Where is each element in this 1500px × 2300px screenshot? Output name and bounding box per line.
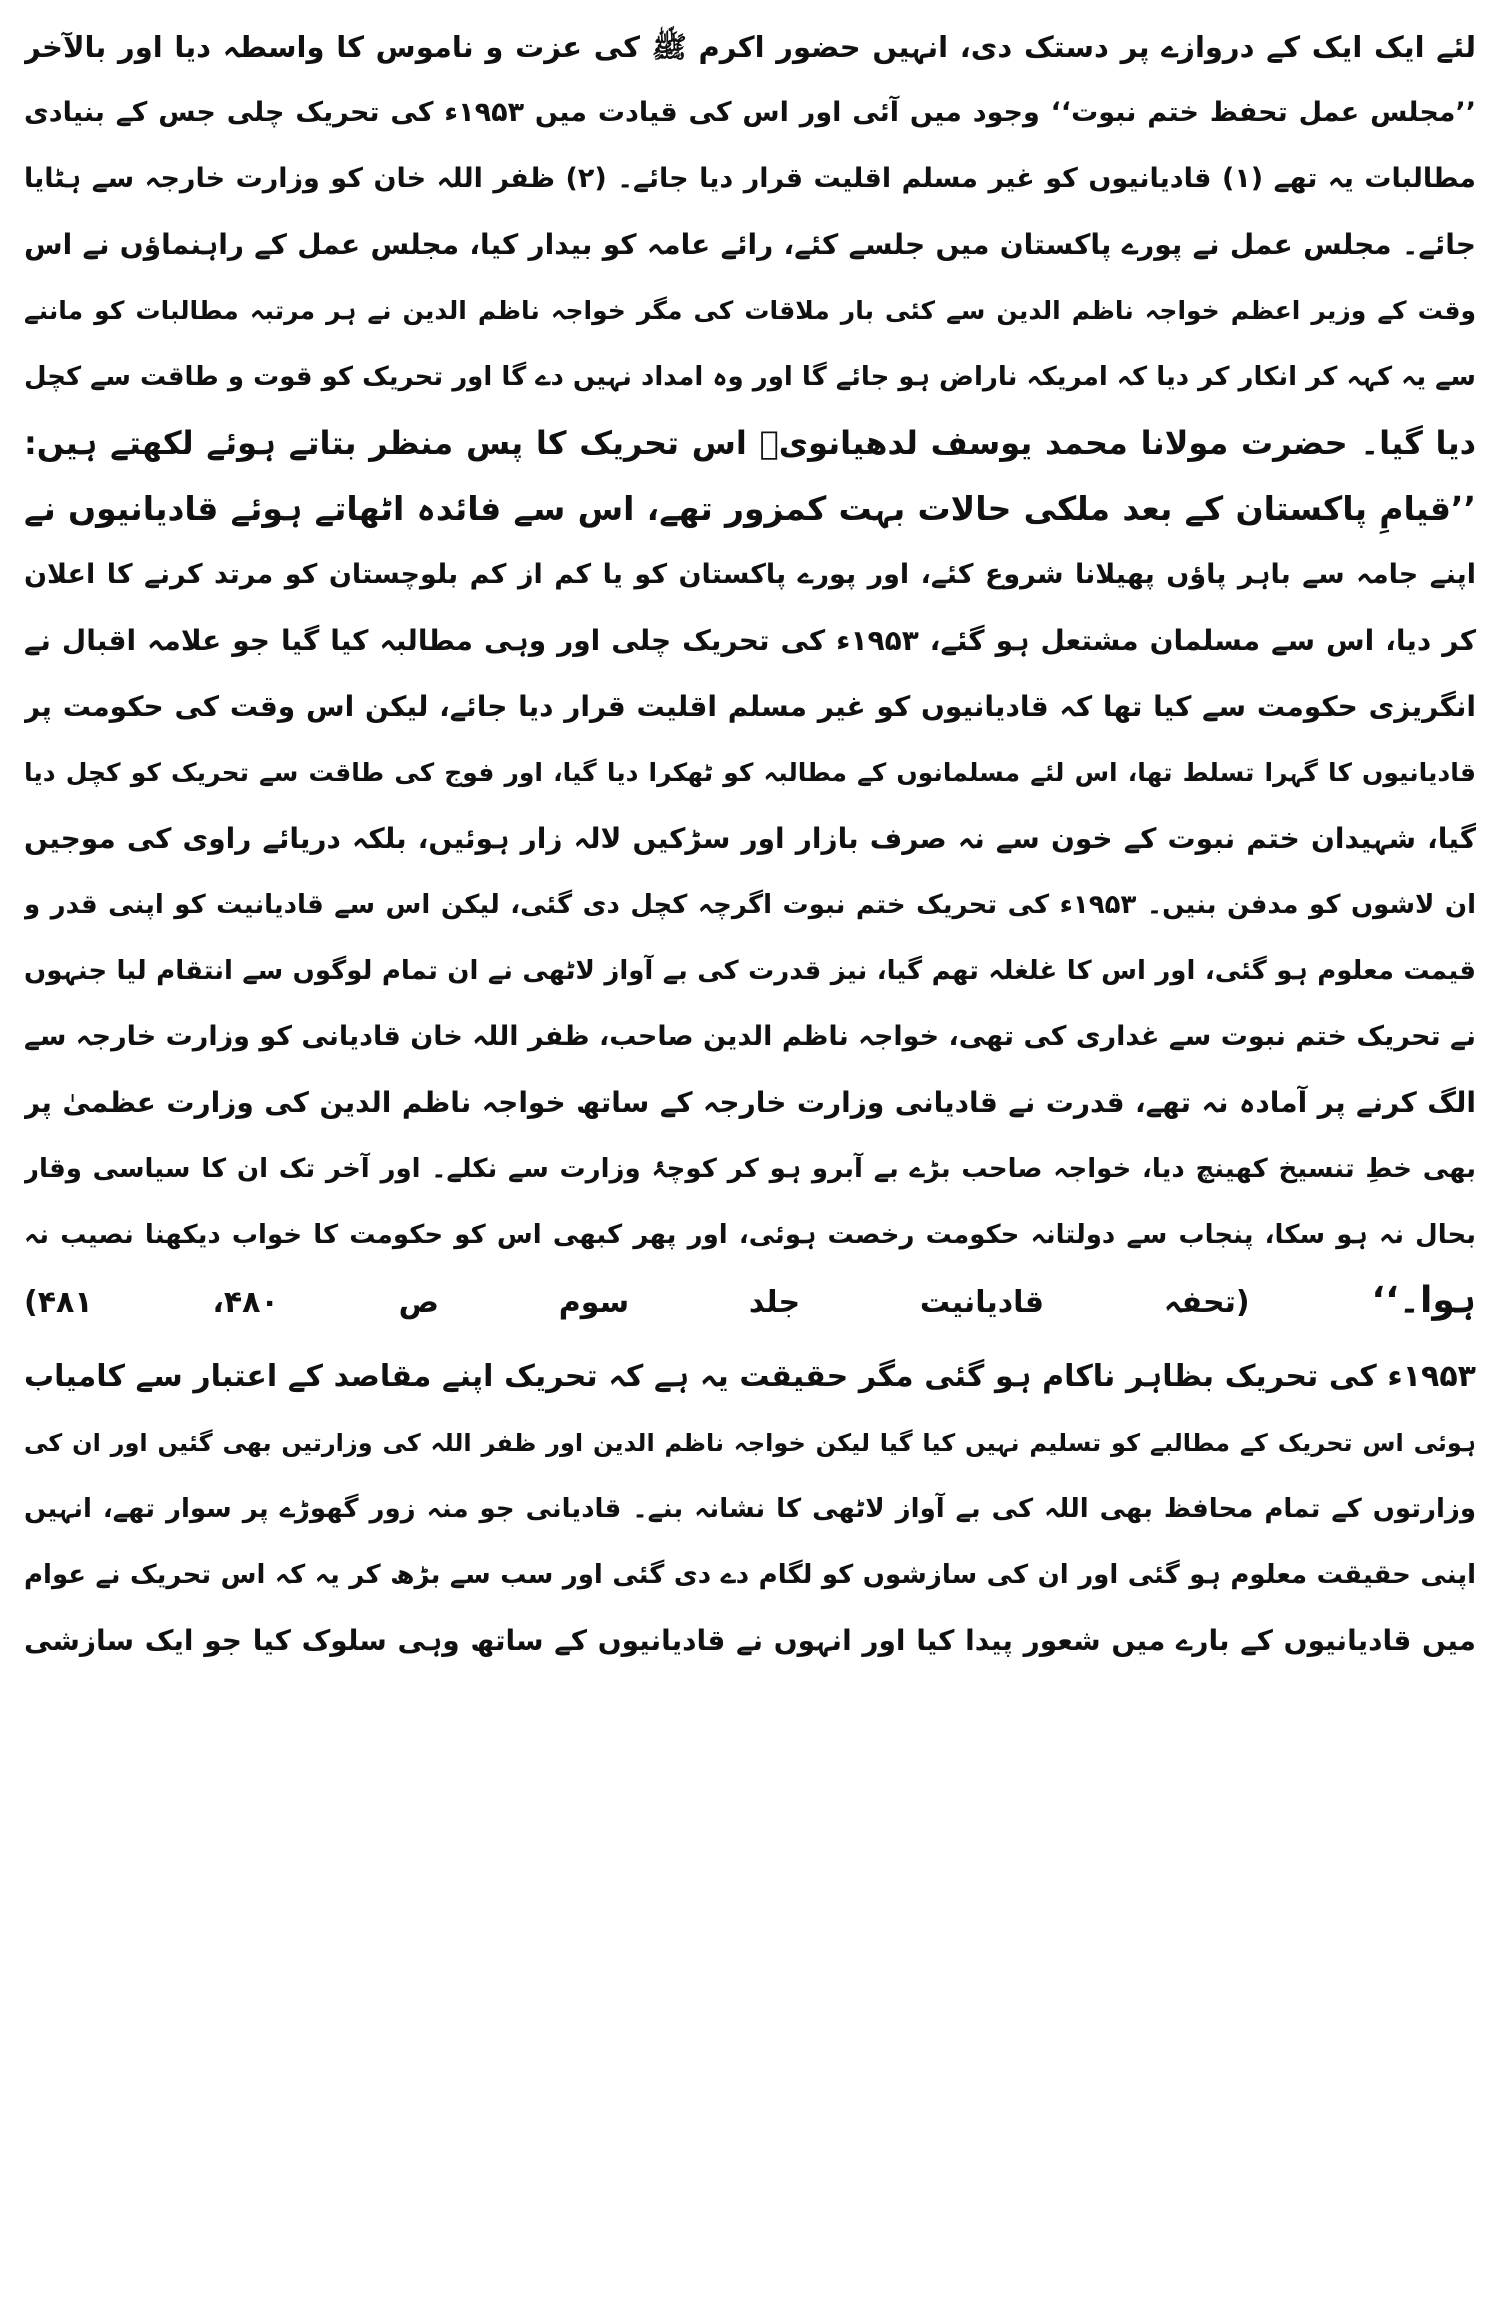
text-line: وقت کے وزیر اعظم خواجہ ناظم الدین سے کئی بار ملاقات کی مگر خواجہ ناظم الدین نے ہر مرتبہ مطالبات کو ماننے: [24, 296, 1476, 325]
quote-line: انگریزی حکومت سے کیا تھا کہ قادیانیوں کو غیر مسلم اقلیت قرار دیا جائے، لیکن اس وقت کی حکومت پر: [24, 690, 1476, 723]
quote-line: نے تحریک ختم نبوت سے غداری کی تھی، خواجہ ناظم الدین صاحب، ظفر اللہ خان قادیانی کو وزارت خارجہ سے: [24, 1021, 1476, 1052]
text-line: میں قادیانیوں کے بارے میں شعور پیدا کیا اور انہوں نے قادیانیوں کے ساتھ وہی سلوک کیا جو ایک سازشی: [24, 1624, 1476, 1657]
text-line: سے یہ کہہ کر انکار کر دیا کہ امریکہ ناراض ہو جائے گا اور وہ امداد نہیں دے گا اور تحریک کو قوت و طاقت سے کچل: [24, 362, 1476, 392]
quote-line: ’’قیامِ پاکستان کے بعد ملکی حالات بہت کمزور تھے، اس سے فائدہ اٹھاتے ہوئے قادیانیوں نے: [24, 489, 1476, 528]
quote-line: بھی خطِ تنسیخ کھینچ دیا، خواجہ صاحب بڑے بے آبرو ہو کر کوچۂ وزارت سے نکلے۔ اور آخر تک ان کا سیاسی وقار: [24, 1154, 1476, 1184]
text-line: مطالبات یہ تھے (۱) قادیانیوں کو غیر مسلم اقلیت قرار دیا جائے۔ (۲) ظفر اللہ خان کو وزارت خارجہ سے ہٹایا: [24, 163, 1476, 194]
quote-line: قیمت معلوم ہو گئی، اور اس کا غلغلہ تھم گیا، نیز قدرت کی بے آواز لاٹھی نے ان تمام لوگوں سے انتقام لیا جنہوں: [24, 956, 1476, 986]
quote-end-text: ہوا۔‘‘: [1371, 1280, 1476, 1321]
quote-line: قادیانیوں کا گہرا تسلط تھا، اس لئے مسلمانوں کے مطالبہ کو ٹھکرا دیا گیا، اور فوج کی طاقت سے تحریک کو کچل دیا: [24, 758, 1476, 787]
document-page: [24, 14, 1476, 2286]
quote-end-line: [24, 1268, 1476, 1334]
paragraph-gap: [24, 1334, 1476, 1344]
quote-line: ان لاشوں کو مدفن بنیں۔ ۱۹۵۳ء کی تحریک ختم نبوت اگرچہ کچل دی گئی، لیکن اس سے قادیانیت کو اپنی قدر و: [24, 890, 1476, 920]
text-line: وزارتوں کے تمام محافظ بھی اللہ کی بے آواز لاٹھی کا نشانہ بنے۔ قادیانی جو منہ زور گھوڑے پر سوار تھے، انہیں: [24, 1494, 1476, 1524]
quote-line: بحال نہ ہو سکا، پنجاب سے دولتانہ حکومت رخصت ہوئی، اور پھر کبھی اس کو حکومت کا خواب دیکھنا نصیب نہ: [24, 1220, 1476, 1250]
quote-line: گیا، شہیدان ختم نبوت کے خون سے نہ صرف بازار اور سڑکیں لالہ زار ہوئیں، بلکہ دریائے راوی کی موجیں: [24, 822, 1476, 855]
text-line: ’’مجلس عمل تحفظ ختم نبوت‘‘ وجود میں آئی اور اس کی قیادت میں ۱۹۵۳ء کی تحریک چلی جس کے بنیادی: [24, 97, 1476, 128]
text-line: اپنی حقیقت معلوم ہو گئی اور ان کی سازشوں کو لگام دے دی گئی اور سب سے بڑھ کر یہ کہ اس تحریک نے عوام: [24, 1560, 1476, 1590]
text-line: لئے ایک ایک کے دروازے پر دستک دی، انہیں حضور اکرم ﷺ کی عزت و ناموس کا واسطہ دیا اور بالآخر: [24, 30, 1476, 64]
quote-line: کر دیا، اس سے مسلمان مشتعل ہو گئے، ۱۹۵۳ء کی تحریک چلی اور وہی مطالبہ کیا گیا جو علامہ اقبال نے: [24, 624, 1476, 657]
text-line: ہوئی اس تحریک کے مطالبے کو تسلیم نہیں کیا گیا لیکن خواجہ ناظم الدین اور ظفر اللہ کی وزارتیں بھی گئیں اور ان کی: [24, 1429, 1476, 1457]
text-line: ۱۹۵۳ء کی تحریک بظاہر ناکام ہو گئی مگر حقیقت یہ ہے کہ تحریک اپنے مقاصد کے اعتبار سے کامیاب: [24, 1359, 1476, 1394]
text-line: جائے۔ مجلس عمل نے پورے پاکستان میں جلسے کئے، رائے عامہ کو بیدار کیا، مجلس عمل کے راہنماؤں نے اس: [24, 228, 1476, 261]
quote-line: الگ کرنے پر آمادہ نہ تھے، قدرت نے قادیانی وزارت خارجہ کے ساتھ خواجہ ناظم الدین کی وزارت عظمیٰ پر: [24, 1086, 1476, 1119]
text-line: دیا گیا۔ حضرت مولانا محمد یوسف لدھیانویؒ اس تحریک کا پس منظر بتاتے ہوئے لکھتے ہیں:: [24, 424, 1476, 462]
quote-line: اپنے جامہ سے باہر پاؤں پھیلانا شروع کئے، اور پورے پاکستان کو یا کم از کم بلوچستان کو مرتد کرنے کا اعلان: [24, 559, 1476, 590]
citation-reference: (تحفہ قادیانیت جلد سوم ص ۴۸۰، ۴۸۱): [24, 1285, 1250, 1320]
